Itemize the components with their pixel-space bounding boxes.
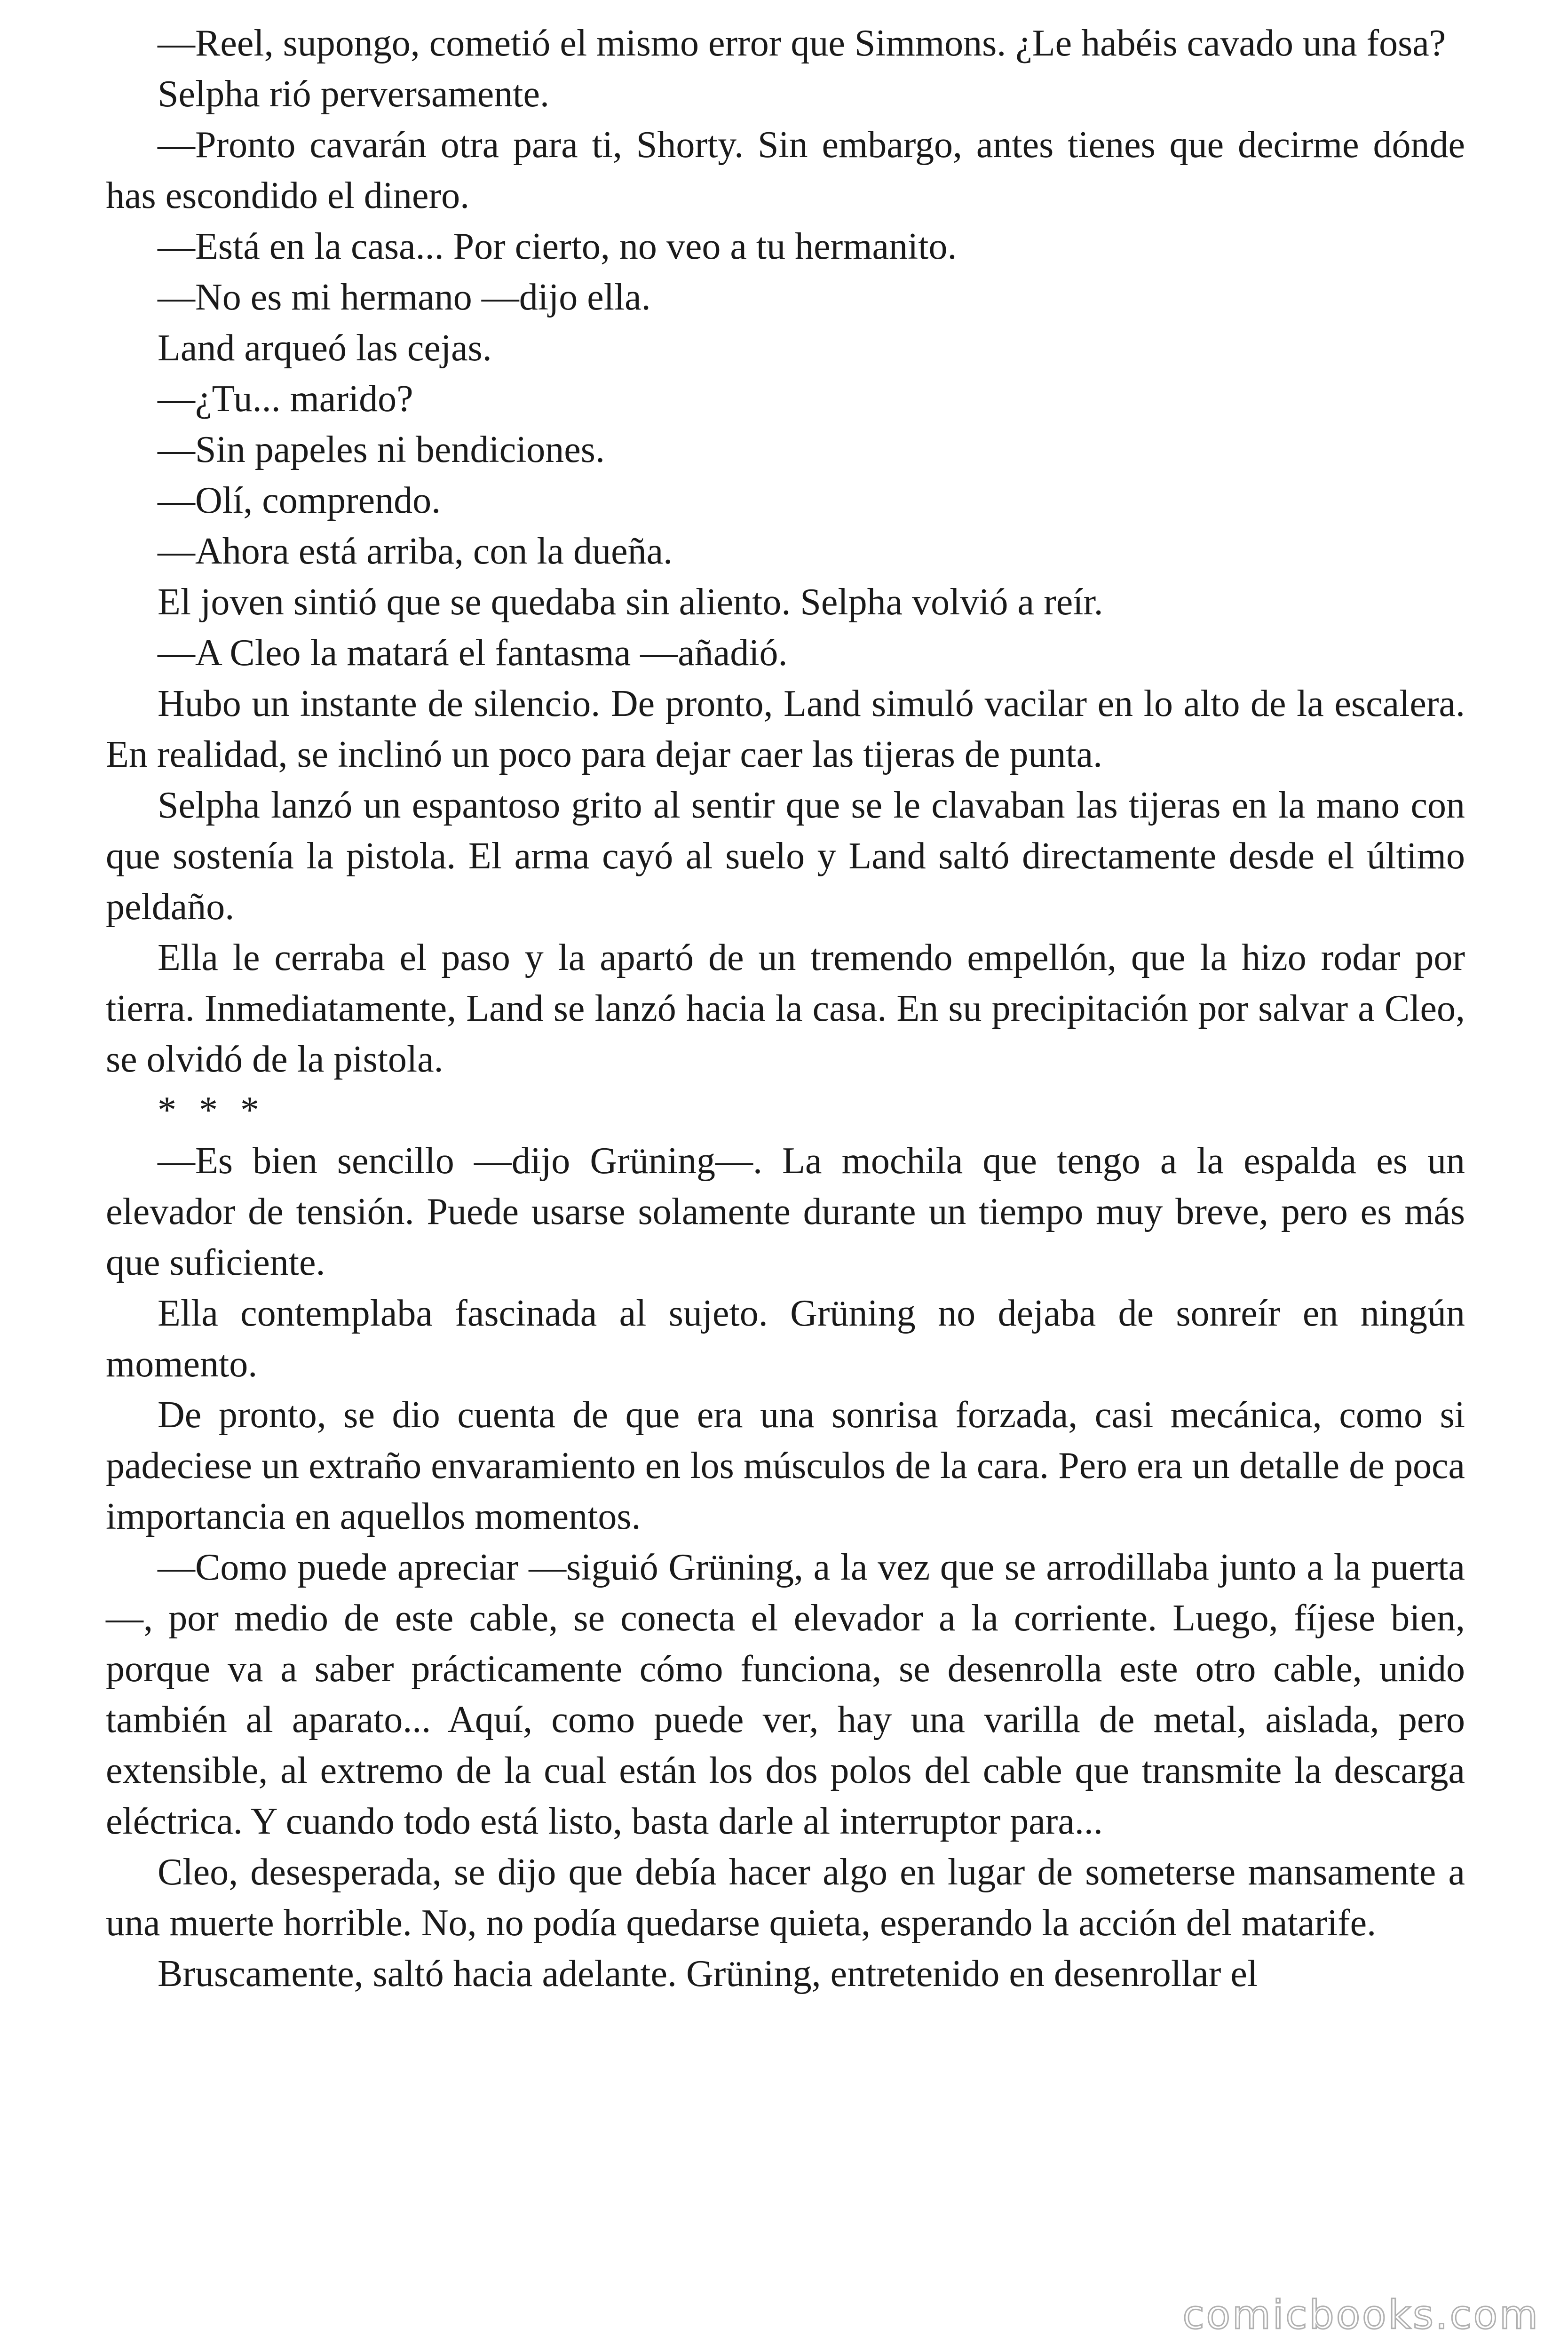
watermark: comicbooks.com <box>1182 2292 1540 2338</box>
paragraph: Ella le cerraba el paso y la apartó de un tremendo empellón, que la hizo rodar por tierra. Inmediatamente, Land se lanzó hacia la casa. En su precipitación por salvar a Cleo, se olvidó de la pistola. <box>106 937 1465 1080</box>
paragraph: Cleo, desesperada, se dijo que debía hacer algo en lugar de someterse mansamente a una muerte horrible. No, no podía quedarse quieta, esperando la acción del matarife. <box>106 1851 1465 1944</box>
paragraph: —Está en la casa... Por cierto, no veo a tu hermanito. <box>158 226 957 267</box>
paragraph: —Es bien sencillo —dijo Grüning—. La mochila que tengo a la espalda es un elevador de tensión. Puede usarse solamente durante un tiempo muy breve, pero es más que suficiente. <box>106 1140 1465 1283</box>
paragraph: —Ahora está arriba, con la dueña. <box>158 531 673 572</box>
paragraph: —Sin papeles ni bendiciones. <box>158 429 605 470</box>
paragraph: Selpha rió perversamente. <box>158 73 550 115</box>
paragraph: Ella contemplaba fascinada al sujeto. Grüning no dejaba de sonreír en ningún momento. <box>106 1293 1465 1385</box>
paragraph: —Olí, comprendo. <box>158 480 441 521</box>
paragraph: El joven sintió que se quedaba sin aliento. Selpha volvió a reír. <box>158 581 1103 623</box>
paragraph: —Reel, supongo, cometió el mismo error que Simmons. ¿Le habéis cavado una fosa? <box>158 23 1446 64</box>
book-page <box>106 18 1465 1999</box>
section-separator: * * * <box>158 1089 266 1131</box>
paragraph: De pronto, se dio cuenta de que era una sonrisa forzada, casi mecánica, como si padeciese un extraño envaramiento en los músculos de la cara. Pero era un detalle de poca importancia en aquellos momentos. <box>106 1394 1465 1537</box>
paragraph: Bruscamente, saltó hacia adelante. Grüning, entretenido en desenrollar el <box>158 1953 1258 1994</box>
paragraph: —¿Tu... marido? <box>158 378 413 420</box>
paragraph: Selpha lanzó un espantoso grito al sentir que se le clavaban las tijeras en la mano con que sostenía la pistola. El arma cayó al suelo y Land saltó directamente desde el último peldaño. <box>106 785 1465 928</box>
paragraph: —Como puede apreciar —siguió Grüning, a la vez que se arrodillaba junto a la puerta—, por medio de este cable, se conecta el elevador a la corriente. Luego, fíjese bien, porque va a saber prácticamente cómo funciona, se desenrolla este otro cable, unido también al aparato... Aquí, como puede ver, hay una varilla de metal, aislada, pero extensible, al extremo de la cual están los dos polos del cable que transmite la descarga eléctrica. Y cuando todo está listo, basta darle al interruptor para... <box>106 1547 1465 1842</box>
paragraph: —No es mi hermano —dijo ella. <box>158 277 651 318</box>
paragraph: —Pronto cavarán otra para ti, Shorty. Sin embargo, antes tienes que decirme dónde has escondido el dinero. <box>106 124 1465 216</box>
paragraph: Hubo un instante de silencio. De pronto, Land simuló vacilar en lo alto de la escalera. En realidad, se inclinó un poco para dejar caer las tijeras de punta. <box>106 683 1465 775</box>
paragraph: Land arqueó las cejas. <box>158 327 492 369</box>
paragraph: —A Cleo la matará el fantasma —añadió. <box>158 632 788 674</box>
